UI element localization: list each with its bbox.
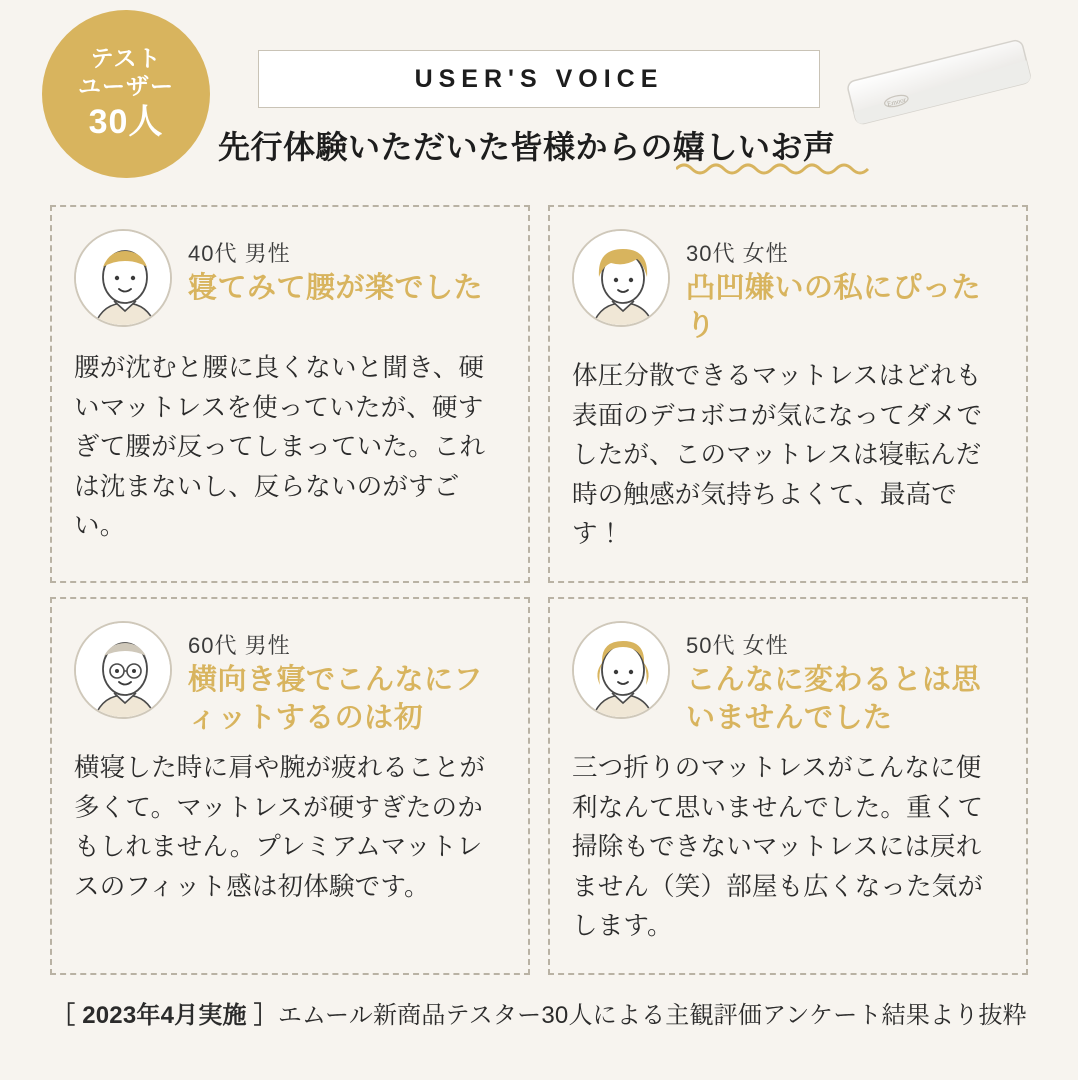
voice-card xyxy=(50,597,530,975)
footer-text: エムール新商品テスター30人による主観評価アンケート結果より抜粋 xyxy=(277,1002,1027,1029)
badge-line-3: 30人 xyxy=(88,103,164,142)
voice-card-title: 凸凹嫌いの私にぴったり xyxy=(686,272,982,342)
svg-text:Emoor: Emoor xyxy=(886,95,907,109)
voice-card-body: 腰が沈むと腰に良くないと聞き、硬いマットレスを使っていたが、硬すぎて腰が反ってしまっていた。これは沈まないし、反らないのがすごい。 xyxy=(74,354,486,541)
badge-line-1: テスト xyxy=(90,45,162,72)
voice-card-body: 体圧分散できるマットレスはどれも表面のデコボコが気になってダメでしたが、このマットレスは寝転んだ時の触感が気持ちよくて、最高です！ xyxy=(572,362,983,549)
man-60s-avatar-icon xyxy=(74,621,172,719)
voice-card-identity xyxy=(686,229,1002,345)
voice-card-header xyxy=(74,229,504,337)
man-40s-avatar-icon xyxy=(74,229,172,327)
voice-card-body: 横寝した時に肩や腕が疲れることが多くて。マットレスが硬すぎたのかもしれません。プレミアムマットレスのフィット感は初体験です。 xyxy=(74,754,486,901)
voice-card-meta: 30代 女性 xyxy=(686,241,789,266)
voice-card xyxy=(548,597,1028,975)
wavy-underline-icon xyxy=(676,160,881,176)
page-title: 先行体験いただいた皆様からの嬉しいお声 xyxy=(218,129,836,165)
voice-card-header xyxy=(572,621,1002,737)
voice-card-meta: 60代 男性 xyxy=(188,633,291,658)
badge-line-2: ユーザー xyxy=(78,73,174,100)
mattress-illustration-icon xyxy=(836,38,1044,134)
woman-30s-avatar-icon xyxy=(572,229,670,327)
voice-card-header xyxy=(572,229,1002,345)
users-voice-label: USER'S VOICE xyxy=(414,64,664,93)
footer-date: ［ 2023年4月実施 ］ xyxy=(51,1002,278,1029)
voice-card-header xyxy=(74,621,504,737)
voice-card-identity xyxy=(686,621,1002,737)
voice-card-meta: 40代 男性 xyxy=(188,241,291,266)
voice-card-title: 寝てみて腰が楽でした xyxy=(188,272,484,304)
voice-card-identity xyxy=(188,621,504,737)
voice-card-identity xyxy=(188,229,483,308)
woman-50s-avatar-icon xyxy=(572,621,670,719)
voice-card xyxy=(548,205,1028,583)
voice-card-body: 三つ折りのマットレスがこんなに便利なんて思いませんでした。重くて掃除もできないマットレスには戻れません（笑）部屋も広くなった気がします。 xyxy=(572,754,984,941)
voice-card-title: こんなに変わるとは思いませんでした xyxy=(686,664,982,734)
voice-card-grid xyxy=(50,205,1028,975)
header xyxy=(0,0,1078,196)
footer-note xyxy=(0,995,1078,1030)
users-voice-banner xyxy=(258,50,820,108)
voice-card-title: 横向き寝でこんなにフィットするのは初 xyxy=(188,664,484,734)
voice-card-meta: 50代 女性 xyxy=(686,633,789,658)
voice-card xyxy=(50,205,530,583)
test-user-badge xyxy=(42,10,210,178)
